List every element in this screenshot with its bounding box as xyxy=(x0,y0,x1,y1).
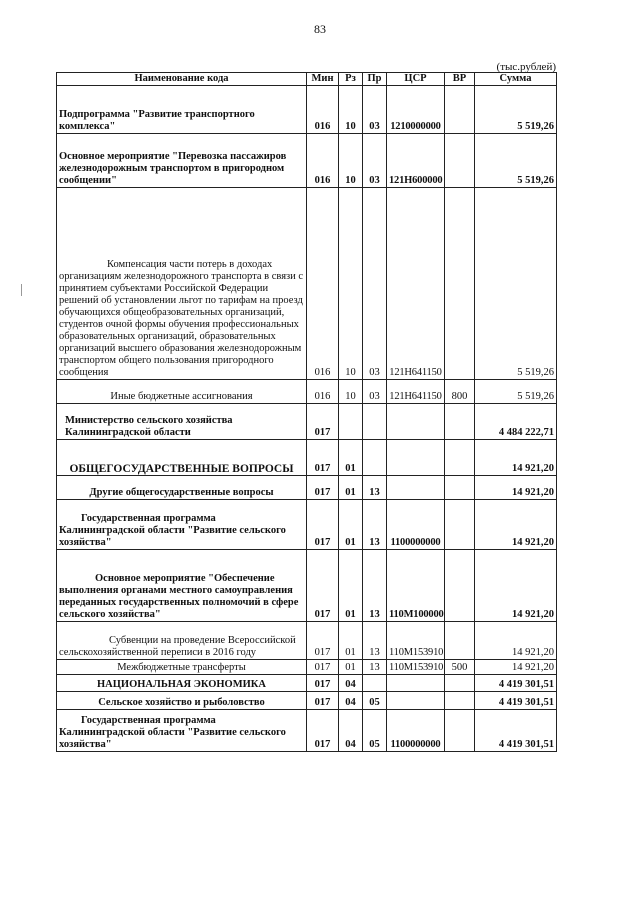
margin-mark xyxy=(21,284,22,296)
table-row xyxy=(57,404,557,440)
row-name: Государственная программа Калининградской области "Развитие сельского хозяйства" xyxy=(57,500,307,550)
row-pr xyxy=(363,404,387,440)
row-vr xyxy=(445,476,475,500)
table-row xyxy=(57,440,557,476)
table-row xyxy=(57,692,557,710)
row-csr: 121Н600000 xyxy=(387,134,445,188)
page-number: 83 xyxy=(314,22,326,36)
row-rz: 10 xyxy=(339,134,363,188)
row-sum: 14 921,20 xyxy=(475,622,557,660)
table-row xyxy=(57,500,557,550)
row-min: 016 xyxy=(307,188,339,380)
row-pr: 03 xyxy=(363,188,387,380)
row-vr xyxy=(445,404,475,440)
table-row xyxy=(57,622,557,660)
row-vr xyxy=(445,86,475,134)
row-rz: 04 xyxy=(339,675,363,692)
row-name: Сельское хозяйство и рыболовство xyxy=(57,692,307,710)
row-min: 016 xyxy=(307,380,339,404)
row-name: Подпрограмма "Развитие транспортного комплекса" xyxy=(57,86,307,134)
row-csr: 1210000000 xyxy=(387,86,445,134)
row-pr xyxy=(363,675,387,692)
units-label: (тыс.рублей) xyxy=(496,61,556,73)
row-csr: 1100000000 xyxy=(387,500,445,550)
row-min: 017 xyxy=(307,675,339,692)
row-min: 017 xyxy=(307,440,339,476)
row-min: 017 xyxy=(307,404,339,440)
row-sum: 14 921,20 xyxy=(475,476,557,500)
row-csr xyxy=(387,675,445,692)
row-name: НАЦИОНАЛЬНАЯ ЭКОНОМИКА xyxy=(57,675,307,692)
row-pr: 13 xyxy=(363,622,387,660)
row-name: Основное мероприятие "Обеспечение выполнения органами местного самоуправления переданных государственных полномочий в сфере сельского хозяйства" xyxy=(57,550,307,622)
row-vr xyxy=(445,134,475,188)
row-csr: 121Н641150 xyxy=(387,188,445,380)
row-vr xyxy=(445,692,475,710)
row-pr: 03 xyxy=(363,380,387,404)
row-rz xyxy=(339,404,363,440)
row-min: 017 xyxy=(307,622,339,660)
row-min: 017 xyxy=(307,710,339,752)
row-csr: 110М100000 xyxy=(387,550,445,622)
header-min: Мин xyxy=(307,73,339,86)
row-csr xyxy=(387,440,445,476)
header-name: Наименование кода xyxy=(57,73,307,86)
header-row xyxy=(57,73,557,86)
row-vr xyxy=(445,500,475,550)
row-csr xyxy=(387,404,445,440)
row-name: ОБЩЕГОСУДАРСТВЕННЫЕ ВОПРОСЫ xyxy=(57,440,307,476)
row-rz: 04 xyxy=(339,692,363,710)
row-sum: 4 484 222,71 xyxy=(475,404,557,440)
row-sum: 14 921,20 xyxy=(475,660,557,675)
row-sum: 5 519,26 xyxy=(475,86,557,134)
row-sum: 4 419 301,51 xyxy=(475,692,557,710)
row-min: 017 xyxy=(307,476,339,500)
header-rz: Рз xyxy=(339,73,363,86)
header-sum: Сумма xyxy=(475,73,557,86)
row-vr xyxy=(445,550,475,622)
row-vr xyxy=(445,440,475,476)
row-rz: 01 xyxy=(339,476,363,500)
row-vr xyxy=(445,710,475,752)
budget-table xyxy=(56,72,557,752)
table-row xyxy=(57,660,557,675)
header-pr: Пр xyxy=(363,73,387,86)
row-pr: 05 xyxy=(363,710,387,752)
row-sum: 4 419 301,51 xyxy=(475,675,557,692)
row-sum: 5 519,26 xyxy=(475,380,557,404)
table-row xyxy=(57,380,557,404)
row-pr: 13 xyxy=(363,500,387,550)
row-pr: 03 xyxy=(363,134,387,188)
row-name: Министерство сельского хозяйства Калининградской области xyxy=(57,404,307,440)
row-pr: 03 xyxy=(363,86,387,134)
row-sum: 14 921,20 xyxy=(475,440,557,476)
row-pr xyxy=(363,440,387,476)
row-min: 017 xyxy=(307,660,339,675)
row-min: 016 xyxy=(307,134,339,188)
row-rz: 01 xyxy=(339,622,363,660)
row-csr: 110М153910 xyxy=(387,622,445,660)
row-rz: 01 xyxy=(339,550,363,622)
row-vr xyxy=(445,622,475,660)
row-vr: 500 xyxy=(445,660,475,675)
row-rz: 10 xyxy=(339,86,363,134)
row-sum: 4 419 301,51 xyxy=(475,710,557,752)
row-rz: 01 xyxy=(339,660,363,675)
row-sum: 14 921,20 xyxy=(475,500,557,550)
row-vr xyxy=(445,675,475,692)
row-rz: 10 xyxy=(339,380,363,404)
row-min: 017 xyxy=(307,500,339,550)
row-name: Субвенции на проведение Всероссийской сельскохозяйственной переписи в 2016 году xyxy=(57,622,307,660)
row-pr: 05 xyxy=(363,692,387,710)
table-row xyxy=(57,675,557,692)
row-csr: 110М153910 xyxy=(387,660,445,675)
row-sum: 5 519,26 xyxy=(475,188,557,380)
row-min: 017 xyxy=(307,550,339,622)
row-vr xyxy=(445,188,475,380)
table-row xyxy=(57,134,557,188)
table-row xyxy=(57,86,557,134)
row-name: Межбюджетные трансферты xyxy=(57,660,307,675)
row-name: Другие общегосударственные вопросы xyxy=(57,476,307,500)
row-sum: 5 519,26 xyxy=(475,134,557,188)
table-row xyxy=(57,188,557,380)
header-vr: ВР xyxy=(445,73,475,86)
row-pr: 13 xyxy=(363,660,387,675)
table-row xyxy=(57,710,557,752)
row-csr xyxy=(387,476,445,500)
table-row xyxy=(57,476,557,500)
row-rz: 01 xyxy=(339,500,363,550)
row-name: Основное мероприятие "Перевозка пассажиров железнодорожным транспортом в пригородном сообщении" xyxy=(57,134,307,188)
row-csr: 121Н641150 xyxy=(387,380,445,404)
row-name: Государственная программа Калининградской области "Развитие сельского хозяйства" xyxy=(57,710,307,752)
row-pr: 13 xyxy=(363,550,387,622)
row-min: 016 xyxy=(307,86,339,134)
row-sum: 14 921,20 xyxy=(475,550,557,622)
row-rz: 01 xyxy=(339,440,363,476)
table-row xyxy=(57,550,557,622)
row-name: Компенсация части потерь в доходах организациям железнодорожного транспорта в связи с принятием субъектами Российской Федерации решений об установлении льгот по тарифам на проезд обучающихся общеобразовательных организаций, студентов очной формы обучения профессиональных образовательных организаций, образовательных организаций высшего образования железнодорожным транспортом общего пользования пригородного сообщения xyxy=(57,188,307,380)
row-vr: 800 xyxy=(445,380,475,404)
row-rz: 04 xyxy=(339,710,363,752)
row-csr xyxy=(387,692,445,710)
row-name: Иные бюджетные ассигнования xyxy=(57,380,307,404)
header-csr: ЦСР xyxy=(387,73,445,86)
row-min: 017 xyxy=(307,692,339,710)
row-pr: 13 xyxy=(363,476,387,500)
row-rz: 10 xyxy=(339,188,363,380)
row-csr: 1100000000 xyxy=(387,710,445,752)
